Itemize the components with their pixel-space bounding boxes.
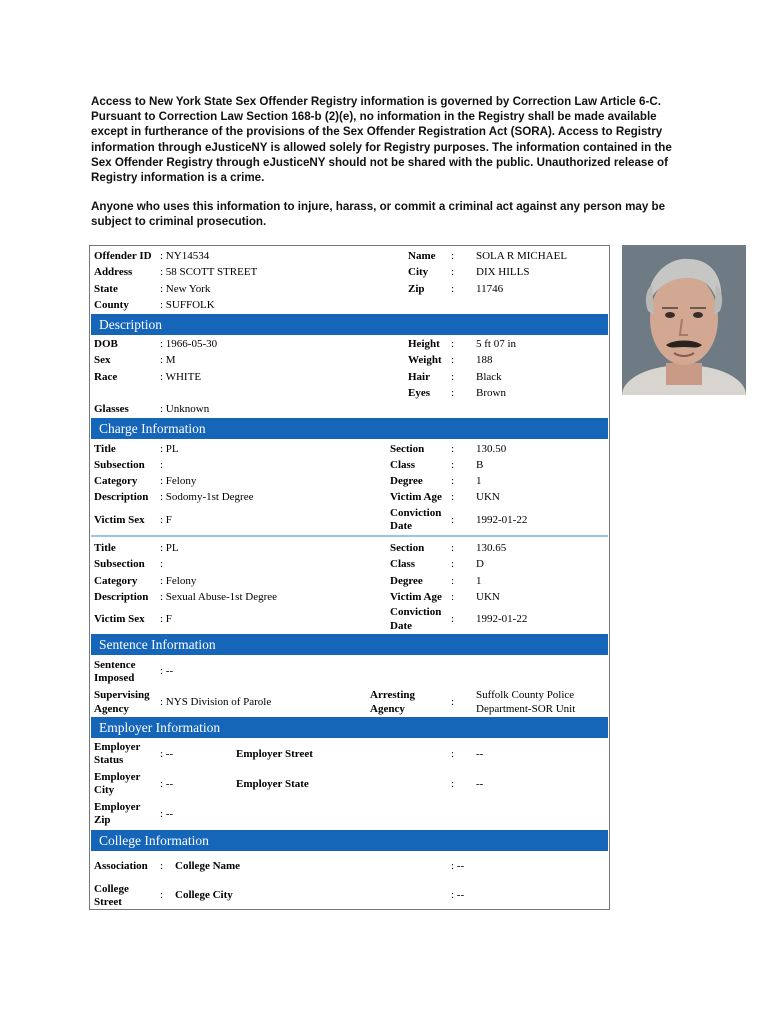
arresting-agency-value-line1: Suffolk County Police [476, 689, 575, 701]
charge-conviction-label-line2: Date [390, 520, 412, 532]
charge-victim-age-colon: : [451, 491, 455, 503]
sentence-imposed-label-line2: Imposed [94, 672, 135, 684]
offender-photo [622, 245, 746, 395]
charge-divider [91, 535, 608, 537]
zip-colon: : [451, 283, 455, 295]
name-value: SOLA R MICHAEL [476, 250, 568, 262]
charge-section-value: 130.50 [476, 443, 507, 455]
charge-victim-age-colon: : [451, 591, 455, 603]
employer-street-value: -- [476, 748, 484, 760]
height-colon: : [451, 338, 455, 350]
name-label: Name [408, 250, 436, 262]
address-value: : 58 SCOTT STREET [160, 266, 258, 278]
county-value: : SUFFOLK [160, 299, 215, 311]
zip-value: 11746 [476, 283, 504, 295]
charge-victim-age-label: Victim Age [390, 491, 442, 503]
charge-victim-age-label: Victim Age [390, 591, 442, 603]
arresting-agency-value-line2: Department-SOR Unit [476, 703, 576, 715]
weight-value: 188 [476, 354, 493, 366]
hair-label: Hair [408, 371, 430, 383]
dob-label: DOB [94, 338, 118, 350]
weight-colon: : [451, 354, 455, 366]
college-street-label-line1: College [94, 883, 129, 895]
charge-class-colon: : [451, 558, 455, 570]
employer-street-label: Employer Street [236, 748, 313, 760]
charge-section-label: Section [390, 443, 425, 455]
charge-victim-age-value: UKN [476, 591, 500, 603]
charge-category-label: Category [94, 575, 138, 587]
charge-title-label: Title [94, 443, 116, 455]
supervising-agency-value: : NYS Division of Parole [160, 696, 272, 708]
state-value: : New York [160, 283, 211, 295]
charge-section-label: Section [390, 542, 425, 554]
employer-zip-value: : -- [160, 808, 174, 820]
charge-title-value: : PL [160, 542, 179, 554]
zip-label: Zip [408, 283, 425, 295]
employer-status-value: : -- [160, 748, 174, 760]
sentence-section-header: Sentence Information [91, 634, 608, 655]
address-label: Address [94, 266, 133, 278]
charge-class-label: Class [390, 459, 416, 471]
arresting-agency-colon: : [451, 696, 455, 708]
offender-id-value: : NY14534 [160, 250, 210, 262]
charge-degree-label: Degree [390, 575, 423, 587]
college-city-value: : -- [451, 889, 465, 901]
charge-category-value: : Felony [160, 475, 197, 487]
eyes-label: Eyes [408, 387, 430, 399]
charge-title-value: : PL [160, 443, 179, 455]
college-street-value: : [160, 889, 164, 901]
association-label: Association [94, 860, 148, 872]
association-value: : [160, 860, 164, 872]
charge-description-label: Description [94, 491, 149, 503]
charge-degree-value: 1 [476, 475, 482, 487]
charge-section-value: 130.65 [476, 542, 507, 554]
charge-class-value: B [476, 459, 484, 471]
sex-value: : M [160, 354, 176, 366]
access-notice: Access to New York State Sex Offender Registry information is governed by Correction Law Article 6-C. Pursuant to Correction Law Section 168-b (2)(e), no information in the Registry shall be made available except in furtherance of the provisions of the Sex Offender Registration Act (SORA). Access to Registry information through eJusticeNY is allowed solely for Registry purposes. The information contained in the Sex Offender Registry through eJusticeNY should not be shared with the public. Unauthorized release of Registry information is a crime. [91, 95, 672, 185]
charge-description-value: : Sexual Abuse-1st Degree [160, 591, 277, 603]
arresting-agency-label-line1: Arresting [370, 689, 416, 701]
sex-label: Sex [94, 354, 111, 366]
charge-section-colon: : [451, 542, 455, 554]
employer-status-label-line1: Employer [94, 741, 141, 753]
height-value: 5 ft 07 in [476, 338, 517, 350]
eyes-value: Brown [476, 387, 506, 399]
charge-class-value: D [476, 558, 484, 570]
charge-degree-colon: : [451, 575, 455, 587]
dob-value: : 1966-05-30 [160, 338, 218, 350]
charge-class-colon: : [451, 459, 455, 471]
charge-victim-sex-label: Victim Sex [94, 613, 145, 625]
employer-state-colon: : [451, 778, 455, 790]
supervising-agency-label-line1: Supervising [94, 689, 150, 701]
charge-section-colon: : [451, 443, 455, 455]
sentence-imposed-label-line1: Sentence [94, 659, 136, 671]
employer-section-header: Employer Information [91, 717, 608, 738]
charge-degree-colon: : [451, 475, 455, 487]
charge-degree-value: 1 [476, 575, 482, 587]
city-colon: : [451, 266, 455, 278]
hair-colon: : [451, 371, 455, 383]
employer-state-label: Employer State [236, 778, 309, 790]
name-colon: : [451, 250, 455, 262]
employer-street-colon: : [451, 748, 455, 760]
employer-city-value: : -- [160, 778, 174, 790]
glasses-label: Glasses [94, 403, 129, 415]
employer-city-label-line1: Employer [94, 771, 141, 783]
charge-category-value: : Felony [160, 575, 197, 587]
supervising-agency-label-line2: Agency [94, 703, 129, 715]
charge-conviction-label-line1: Conviction [390, 507, 442, 519]
employer-state-value: -- [476, 778, 484, 790]
weight-label: Weight [408, 354, 442, 366]
race-label: Race [94, 371, 118, 383]
college-name-value: : -- [451, 860, 465, 872]
charge-category-label: Category [94, 475, 138, 487]
charge-conviction-colon: : [451, 514, 455, 526]
charge-class-label: Class [390, 558, 416, 570]
charge-conviction-label-line1: Conviction [390, 606, 442, 618]
charge-title-label: Title [94, 542, 116, 554]
employer-zip-label-line2: Zip [94, 814, 111, 826]
employer-city-label-line2: City [94, 784, 115, 796]
charge-conviction-date-value: 1992-01-22 [476, 613, 528, 625]
hair-value: Black [476, 371, 502, 383]
employer-status-label-line2: Status [94, 754, 124, 766]
county-label: County [94, 299, 129, 311]
college-city-label: College City [175, 889, 233, 901]
employer-zip-label-line1: Employer [94, 801, 141, 813]
charge-subsection-value: : [160, 459, 164, 471]
race-value: : WHITE [160, 371, 202, 383]
eyes-colon: : [451, 387, 455, 399]
charge-section-header: Charge Information [91, 418, 608, 439]
charge-victim-sex-label: Victim Sex [94, 514, 145, 526]
glasses-value: : Unknown [160, 403, 210, 415]
description-section-header: Description [91, 314, 608, 335]
offender-id-label: Offender ID [94, 250, 152, 262]
charge-description-value: : Sodomy-1st Degree [160, 491, 254, 503]
arresting-agency-label-line2: Agency [370, 703, 405, 715]
charge-victim-age-value: UKN [476, 491, 500, 503]
city-label: City [408, 266, 429, 278]
charge-conviction-label-line2: Date [390, 620, 412, 632]
college-name-label: College Name [175, 860, 241, 872]
prosecution-warning: Anyone who uses this information to injure, harass, or commit a criminal act against any person may be subject to criminal prosecution. [91, 200, 666, 229]
charge-subsection-value: : [160, 558, 164, 570]
state-label: State [94, 283, 118, 295]
charge-subsection-label: Subsection [94, 459, 145, 471]
charge-conviction-date-value: 1992-01-22 [476, 514, 528, 526]
height-label: Height [408, 338, 440, 350]
charge-victim-sex-value: : F [160, 514, 172, 526]
charge-subsection-label: Subsection [94, 558, 145, 570]
charge-degree-label: Degree [390, 475, 423, 487]
charge-victim-sex-value: : F [160, 613, 172, 625]
sentence-imposed-value: : -- [160, 665, 174, 677]
charge-description-label: Description [94, 591, 149, 603]
college-street-label-line2: Street [94, 896, 122, 908]
charge-conviction-colon: : [451, 613, 455, 625]
college-section-header: College Information [91, 830, 608, 851]
city-value: DIX HILLS [476, 266, 530, 278]
